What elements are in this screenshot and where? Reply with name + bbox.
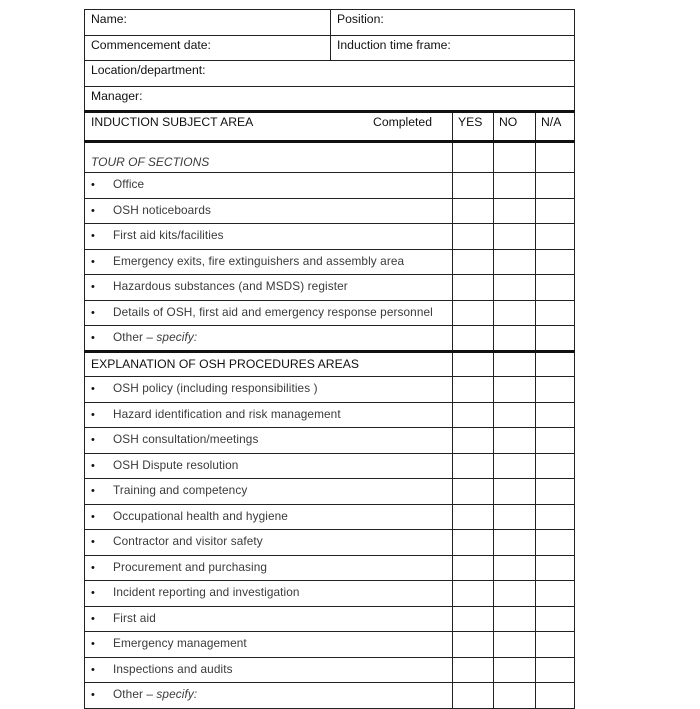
- item-label: First aid: [113, 610, 156, 625]
- bullet-icon: •: [91, 204, 95, 217]
- na-checkbox-cell[interactable]: [536, 142, 575, 173]
- checklist-row: [85, 530, 575, 556]
- na-checkbox-cell[interactable]: [536, 453, 575, 479]
- na-column-header: N/A: [536, 112, 575, 142]
- na-checkbox-cell[interactable]: [536, 581, 575, 607]
- bullet-icon: •: [91, 459, 95, 472]
- checklist-row: [85, 224, 575, 250]
- checklist-row: [85, 657, 575, 683]
- checklist-row-other: [85, 326, 575, 352]
- section-header-row: [85, 142, 575, 173]
- checklist-row: [85, 275, 575, 301]
- bullet-icon: •: [91, 587, 95, 599]
- manager-row: [85, 86, 575, 112]
- na-checkbox-cell[interactable]: [536, 351, 575, 377]
- yes-checkbox-cell[interactable]: [453, 326, 494, 352]
- checklist-row: [85, 453, 575, 479]
- manager-field[interactable]: [85, 86, 575, 112]
- item-label: OSH Dispute resolution: [113, 457, 239, 472]
- na-checkbox-cell[interactable]: [536, 555, 575, 581]
- checklist-row: [85, 402, 575, 428]
- item-label: OSH consultation/meetings: [113, 432, 259, 446]
- bullet-icon: •: [91, 255, 95, 268]
- item-label: First aid kits/facilities: [113, 228, 224, 242]
- na-checkbox-cell[interactable]: [536, 377, 575, 403]
- yes-column-header: YES: [453, 112, 494, 142]
- bullet-icon: •: [91, 383, 95, 395]
- item-label: Hazard identification and risk management: [113, 406, 341, 421]
- section-header-row: [85, 351, 575, 377]
- yes-checkbox-cell[interactable]: [453, 249, 494, 275]
- no-checkbox-cell[interactable]: [494, 142, 536, 173]
- induction-timeframe-field[interactable]: [331, 35, 575, 61]
- item-label: Emergency exits, fire extinguishers and assembly area: [113, 253, 405, 268]
- commencement-timeframe-row: [85, 35, 575, 61]
- checklist-row: [85, 377, 575, 403]
- no-checkbox-cell[interactable]: [494, 173, 536, 199]
- checklist-row: [85, 249, 575, 275]
- yes-checkbox-cell[interactable]: [453, 453, 494, 479]
- yes-checkbox-cell[interactable]: [453, 504, 494, 530]
- commencement-date-label: Commencement date:: [91, 37, 211, 52]
- no-checkbox-cell[interactable]: [494, 632, 536, 658]
- name-label: Name:: [91, 12, 127, 26]
- specify-label: specify:: [156, 687, 198, 701]
- position-label: Position:: [337, 12, 384, 26]
- yes-checkbox-cell[interactable]: [453, 224, 494, 250]
- bullet-icon: •: [91, 281, 95, 293]
- commencement-date-field[interactable]: [85, 35, 331, 61]
- no-checkbox-cell[interactable]: [494, 326, 536, 352]
- no-checkbox-cell[interactable]: [494, 581, 536, 607]
- na-checkbox-cell[interactable]: [536, 173, 575, 199]
- name-field[interactable]: [85, 10, 331, 36]
- no-checkbox-cell[interactable]: [494, 683, 536, 709]
- na-checkbox-cell[interactable]: [536, 300, 575, 326]
- yes-checkbox-cell[interactable]: [453, 300, 494, 326]
- no-checkbox-cell[interactable]: [494, 530, 536, 556]
- na-checkbox-cell[interactable]: [536, 683, 575, 709]
- checklist-row-other: [85, 683, 575, 709]
- bullet-icon: •: [91, 689, 95, 701]
- na-checkbox-cell[interactable]: [536, 198, 575, 224]
- item-label: Inspections and audits: [113, 661, 233, 676]
- no-checkbox-cell[interactable]: [494, 555, 536, 581]
- bullet-icon: •: [91, 612, 95, 625]
- yes-checkbox-cell[interactable]: [453, 606, 494, 632]
- subject-area-header: [85, 112, 453, 142]
- yes-checkbox-cell[interactable]: [453, 402, 494, 428]
- yes-checkbox-cell[interactable]: [453, 377, 494, 403]
- checklist-row: [85, 504, 575, 530]
- section-title-osh-procedures: EXPLANATION OF OSH PROCEDURES AREAS: [85, 351, 453, 377]
- bullet-icon: •: [91, 306, 95, 319]
- bullet-icon: •: [91, 179, 95, 191]
- name-position-row: [85, 10, 575, 36]
- no-checkbox-cell[interactable]: [494, 453, 536, 479]
- item-label: Training and competency: [113, 483, 248, 497]
- checklist-row: [85, 479, 575, 505]
- no-checkbox-cell[interactable]: [494, 606, 536, 632]
- yes-checkbox-cell[interactable]: [453, 657, 494, 683]
- other-specify-field[interactable]: [85, 683, 453, 709]
- na-checkbox-cell[interactable]: [536, 326, 575, 352]
- no-checkbox-cell[interactable]: [494, 402, 536, 428]
- item-label: Occupational health and hygiene: [113, 508, 288, 523]
- other-specify-field[interactable]: [85, 326, 453, 352]
- yes-checkbox-cell[interactable]: [453, 351, 494, 377]
- location-row: [85, 61, 575, 87]
- no-checkbox-cell[interactable]: [494, 479, 536, 505]
- na-checkbox-cell[interactable]: [536, 224, 575, 250]
- checklist-row: [85, 173, 575, 199]
- yes-checkbox-cell[interactable]: [453, 142, 494, 173]
- no-checkbox-cell[interactable]: [494, 198, 536, 224]
- no-checkbox-cell[interactable]: [494, 224, 536, 250]
- table-header-row: [85, 112, 575, 142]
- checklist-row: [85, 581, 575, 607]
- na-checkbox-cell[interactable]: [536, 504, 575, 530]
- induction-timeframe-label: Induction time frame:: [337, 37, 451, 52]
- checklist-row: [85, 555, 575, 581]
- location-department-label: Location/department:: [91, 63, 206, 77]
- yes-checkbox-cell[interactable]: [453, 275, 494, 301]
- specify-label: specify:: [156, 330, 198, 344]
- item-label: Incident reporting and investigation: [113, 585, 300, 599]
- item-label: Contractor and visitor safety: [113, 534, 263, 548]
- bullet-icon: •: [91, 434, 95, 446]
- other-label: Other –: [113, 330, 157, 344]
- bullet-icon: •: [91, 638, 95, 650]
- yes-checkbox-cell[interactable]: [453, 683, 494, 709]
- item-label: Hazardous substances (and MSDS) register: [113, 279, 348, 293]
- bullet-icon: •: [91, 663, 95, 676]
- bullet-icon: •: [91, 230, 95, 242]
- yes-checkbox-cell[interactable]: [453, 173, 494, 199]
- manager-label: Manager:: [91, 88, 143, 103]
- other-label: Other –: [113, 687, 157, 701]
- item-label: Office: [113, 177, 145, 191]
- na-checkbox-cell[interactable]: [536, 402, 575, 428]
- na-checkbox-cell[interactable]: [536, 606, 575, 632]
- yes-checkbox-cell[interactable]: [453, 530, 494, 556]
- bullet-icon: •: [91, 536, 95, 548]
- location-department-field[interactable]: [85, 61, 575, 87]
- checklist-row: [85, 428, 575, 454]
- na-checkbox-cell[interactable]: [536, 428, 575, 454]
- position-field[interactable]: [331, 10, 575, 36]
- bullet-icon: •: [91, 408, 95, 421]
- checklist-row: [85, 300, 575, 326]
- yes-checkbox-cell[interactable]: [453, 198, 494, 224]
- bullet-icon: •: [91, 510, 95, 523]
- no-checkbox-cell[interactable]: [494, 428, 536, 454]
- item-label: OSH policy (including responsibilities ): [113, 381, 318, 395]
- no-checkbox-cell[interactable]: [494, 249, 536, 275]
- na-checkbox-cell[interactable]: [536, 657, 575, 683]
- na-checkbox-cell[interactable]: [536, 479, 575, 505]
- checklist-row: [85, 632, 575, 658]
- item-label: Emergency management: [113, 636, 247, 650]
- yes-checkbox-cell[interactable]: [453, 632, 494, 658]
- no-checkbox-cell[interactable]: [494, 275, 536, 301]
- yes-checkbox-cell[interactable]: [453, 581, 494, 607]
- item-label: OSH noticeboards: [113, 202, 211, 217]
- no-checkbox-cell[interactable]: [494, 657, 536, 683]
- section-title-tour: TOUR OF SECTIONS: [85, 142, 453, 173]
- na-checkbox-cell[interactable]: [536, 249, 575, 275]
- yes-checkbox-cell[interactable]: [453, 428, 494, 454]
- bullet-icon: •: [91, 332, 95, 344]
- item-label: Procurement and purchasing: [113, 559, 268, 574]
- yes-checkbox-cell[interactable]: [453, 479, 494, 505]
- na-checkbox-cell[interactable]: [536, 632, 575, 658]
- induction-checklist-form: [84, 9, 574, 709]
- yes-checkbox-cell[interactable]: [453, 555, 494, 581]
- no-checkbox-cell[interactable]: [494, 504, 536, 530]
- no-checkbox-cell[interactable]: [494, 377, 536, 403]
- no-column-header: NO: [494, 112, 536, 142]
- checklist-row: [85, 198, 575, 224]
- induction-details-table: [84, 9, 575, 709]
- completed-label: Completed: [373, 115, 432, 129]
- item-label: Details of OSH, first aid and emergency response personnel: [113, 304, 433, 319]
- na-checkbox-cell[interactable]: [536, 275, 575, 301]
- no-checkbox-cell[interactable]: [494, 300, 536, 326]
- subject-area-label: INDUCTION SUBJECT AREA: [91, 115, 254, 129]
- bullet-icon: •: [91, 561, 95, 574]
- no-checkbox-cell[interactable]: [494, 351, 536, 377]
- na-checkbox-cell[interactable]: [536, 530, 575, 556]
- checklist-row: [85, 606, 575, 632]
- bullet-icon: •: [91, 485, 95, 497]
